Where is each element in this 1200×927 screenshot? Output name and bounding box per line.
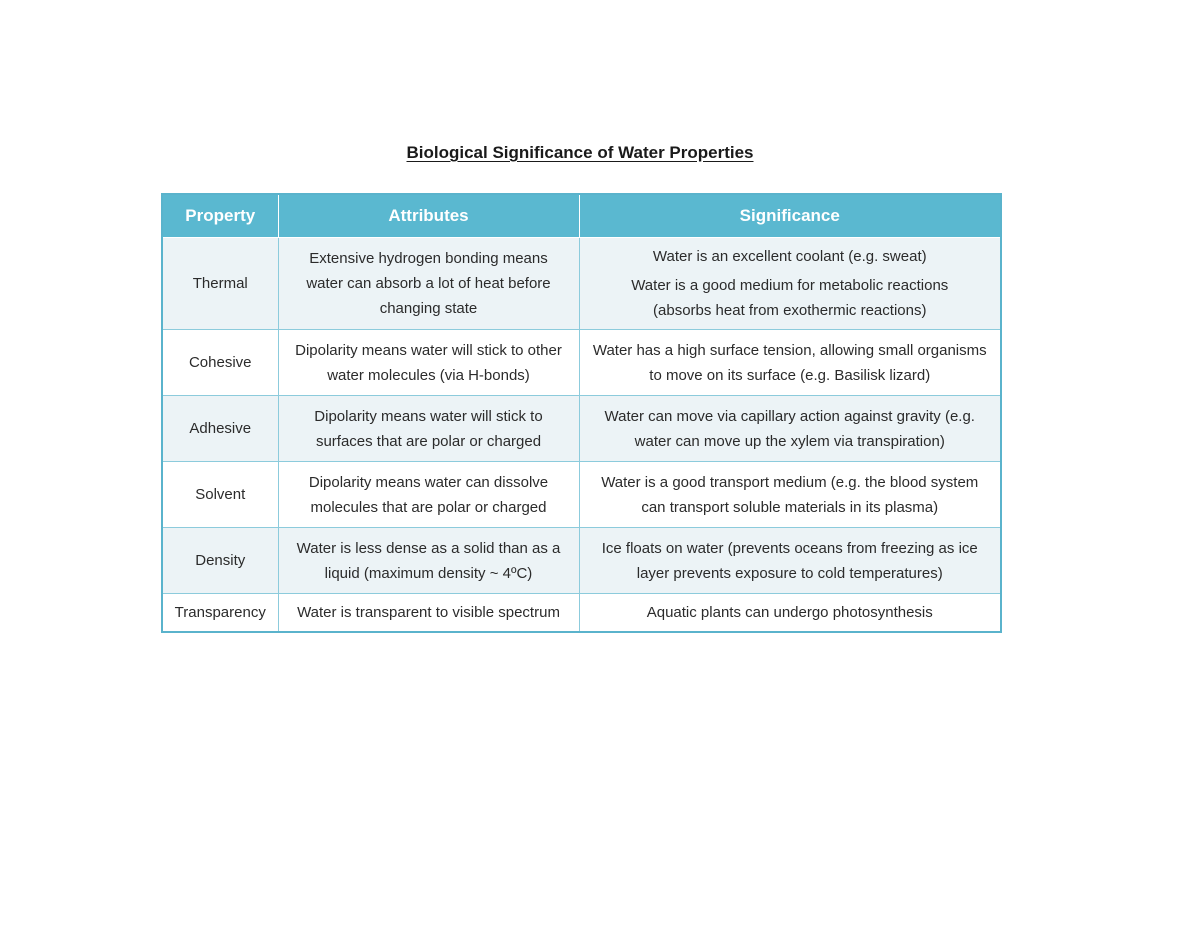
water-properties-table bbox=[161, 193, 1002, 633]
attributes-cell: Extensive hydrogen bonding means water can absorb a lot of heat before changing state bbox=[278, 238, 579, 330]
significance-cell: Water is a good transport medium (e.g. the blood system can transport soluble materials in its plasma) bbox=[579, 462, 1001, 528]
table-row bbox=[162, 396, 1001, 462]
significance-cell: Ice floats on water (prevents oceans from freezing as ice layer prevents exposure to cold temperatures) bbox=[579, 528, 1001, 594]
property-cell: Cohesive bbox=[162, 330, 278, 396]
significance-cell: Water has a high surface tension, allowing small organisms to move on its surface (e.g. Basilisk lizard) bbox=[579, 330, 1001, 396]
significance-cell bbox=[579, 238, 1001, 330]
header-significance: Significance bbox=[579, 194, 1001, 238]
property-cell: Thermal bbox=[162, 238, 278, 330]
attributes-cell: Dipolarity means water will stick to surfaces that are polar or charged bbox=[278, 396, 579, 462]
attributes-cell: Water is transparent to visible spectrum bbox=[278, 594, 579, 632]
table-row bbox=[162, 462, 1001, 528]
property-cell: Adhesive bbox=[162, 396, 278, 462]
significance-line: Water is an excellent coolant (e.g. sweat) bbox=[652, 248, 927, 265]
table-row bbox=[162, 330, 1001, 396]
significance-cell: Water can move via capillary action against gravity (e.g. water can move up the xylem via transpiration) bbox=[579, 396, 1001, 462]
table-header-row bbox=[162, 194, 1001, 238]
attributes-cell: Water is less dense as a solid than as a liquid (maximum density ~ 4ºC) bbox=[278, 528, 579, 594]
attributes-cell: Dipolarity means water will stick to other water molecules (via H-bonds) bbox=[278, 330, 579, 396]
property-cell: Solvent bbox=[162, 462, 278, 528]
property-cell: Density bbox=[162, 528, 278, 594]
significance-line: Water is a good medium for metabolic reactions (absorbs heat from exothermic reactions) bbox=[631, 277, 949, 319]
header-property: Property bbox=[162, 194, 278, 238]
property-cell: Transparency bbox=[162, 594, 278, 632]
table-row bbox=[162, 238, 1001, 330]
significance-cell: Aquatic plants can undergo photosynthesis bbox=[579, 594, 1001, 632]
header-attributes: Attributes bbox=[278, 194, 579, 238]
attributes-cell: Dipolarity means water can dissolve molecules that are polar or charged bbox=[278, 462, 579, 528]
table-row bbox=[162, 528, 1001, 594]
table-row bbox=[162, 594, 1001, 632]
document-title: Biological Significance of Water Properties bbox=[406, 143, 754, 162]
